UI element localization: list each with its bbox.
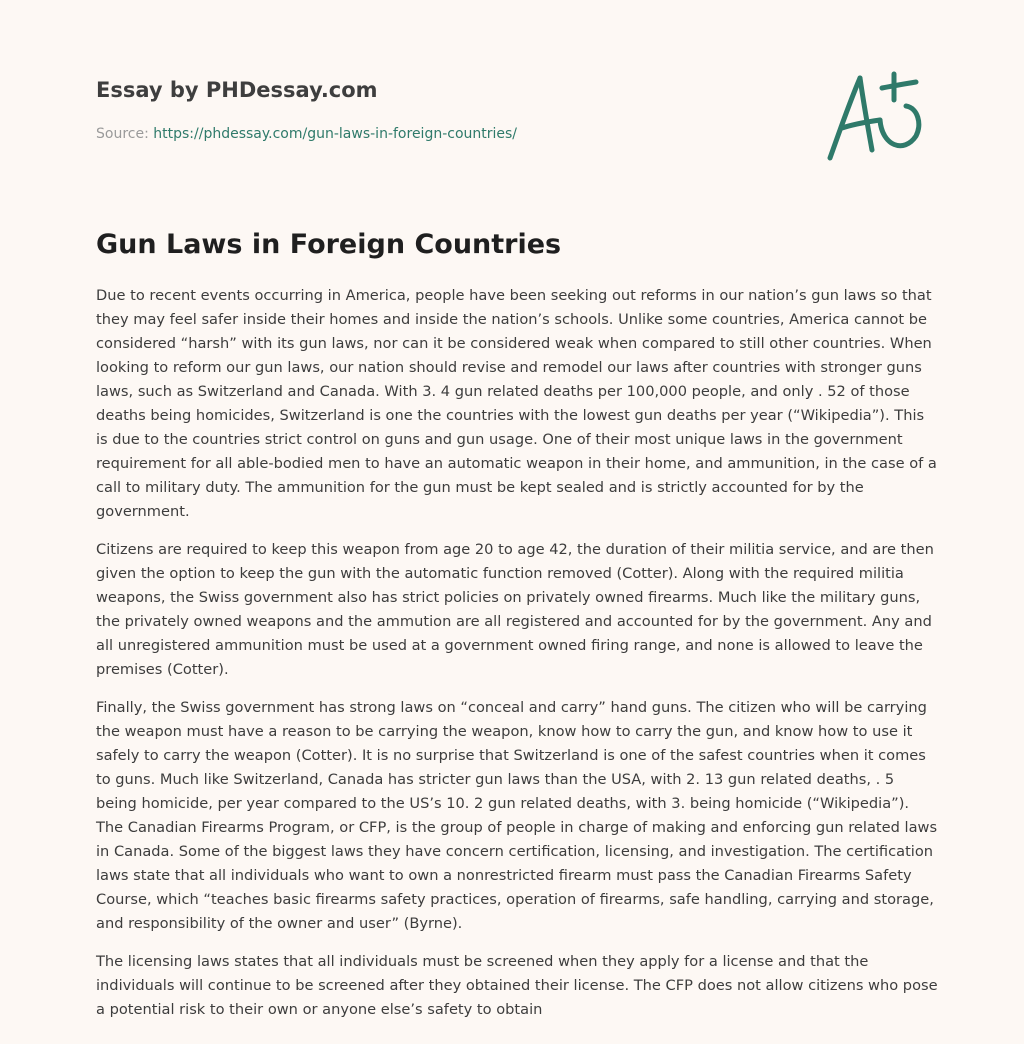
- source-line: [96, 124, 796, 144]
- essay-body: [96, 284, 938, 1036]
- source-link[interactable]: https://phdessay.com/gun-laws-in-foreign-countries/: [153, 126, 518, 142]
- essay-title: Gun Laws in Foreign Countries: [96, 229, 562, 260]
- essay-header: [96, 76, 796, 144]
- site-brand: Essay by PHDessay.com: [96, 78, 378, 102]
- essay-paragraph: The licensing laws states that all individuals must be screened when they apply for a license and that the individuals will continue to be screened after they obtained their license. The CFP does not allow citizens who pose a potential risk to their own or anyone else’s safety to obtain: [96, 953, 938, 1018]
- source-label: Source:: [96, 126, 149, 142]
- essay-paragraph: Due to recent events occurring in America, people have been seeking out reforms in our nation’s gun laws so that they may feel safer inside their homes and inside the nation’s schools. Unlike some countries, America cannot be considered “harsh” with its gun laws, nor can it be considered weak when compared to still other countries. When looking to reform our gun laws, our nation should revise and remodel our laws after countries with stronger guns laws, such as Switzerland and Canada. With 3. 4 gun related deaths per 100,000 people, and only . 52 of those deaths being homicides, Switzerland is one the countries with the lowest gun deaths per year (“Wikipedia”). This is due to the countries strict control on guns and gun usage. One of their most unique laws in the government requirement for all able-bodied men to have an automatic weapon in their home, and ammunition, in the case of a call to military duty. The ammunition for the gun must be kept sealed and is strictly accounted for by the government.: [96, 287, 937, 520]
- essay-paragraph: Finally, the Swiss government has strong laws on “conceal and carry” hand guns. The citizen who will be carrying the weapon must have a reason to be carrying the weapon, know how to carry the gun, and know how to use it safely to carry the weapon (Cotter). It is no surprise that Switzerland is one of the safest countries when it comes to guns. Much like Switzerland, Canada has stricter gun laws than the USA, with 2. 13 gun related deaths, . 5 being homicide, per year compared to the US’s 10. 2 gun related deaths, with 3. being homicide (“Wikipedia”). The Canadian Firearms Program, or CFP, is the group of people in charge of making and enforcing gun related laws in Canada. Some of the biggest laws they have concern certification, licensing, and investigation. The certification laws state that all individuals who want to own a nonrestricted firearm must pass the Canadian Firearms Safety Course, which “teaches basic firearms safety practices, operation of firearms, safe handling, carrying and storage, and responsibility of the owner and user” (Byrne).: [96, 699, 938, 932]
- essay-paragraph: Citizens are required to keep this weapon from age 20 to age 42, the duration of their militia service, and are then given the option to keep the gun with the automatic function removed (Cotter). Along with the required militia weapons, the Swiss government also has strict policies on privately owned firearms. Much like the military guns, the privately owned weapons and the ammution are all registered and accounted for by the government. Any and all unregistered ammunition must be used at a government owned firing range, and none is allowed to leave the premises (Cotter).: [96, 541, 934, 678]
- a-plus-icon: [820, 66, 930, 166]
